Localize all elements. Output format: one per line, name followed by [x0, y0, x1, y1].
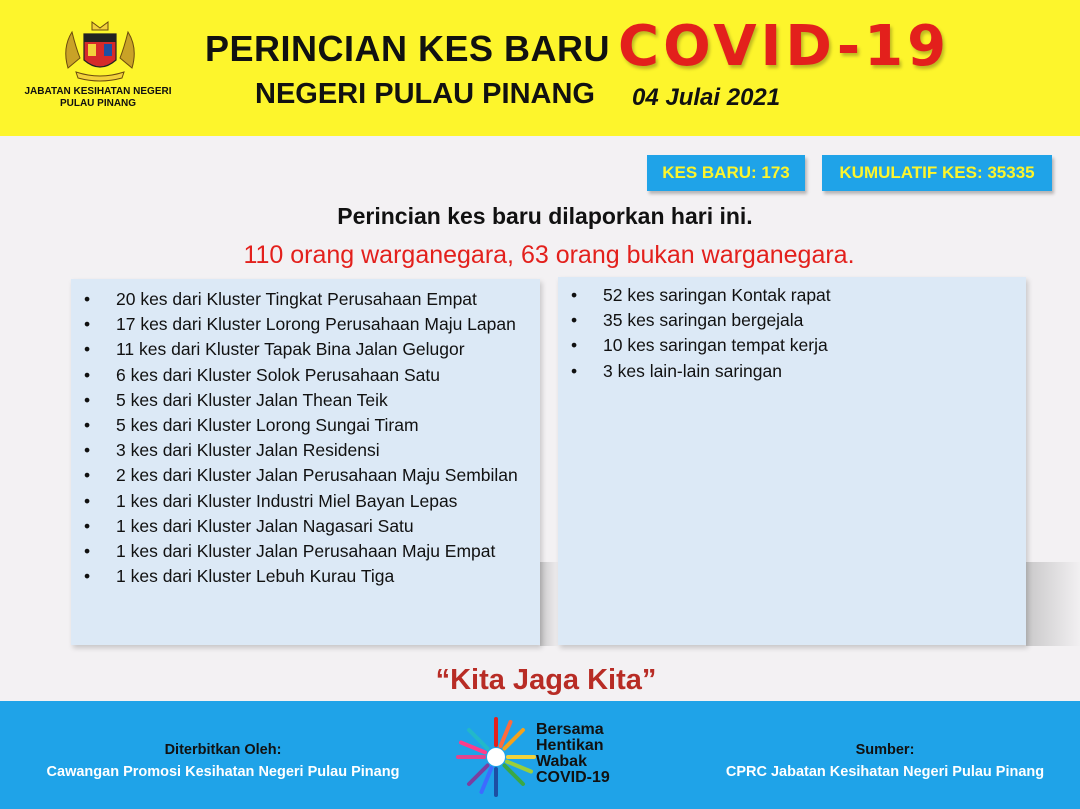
campaign-text	[536, 722, 610, 786]
cluster-list	[71, 279, 540, 589]
list-item: • 2 kes dari Kluster Jalan Perusahaan Maju Sembilan	[116, 463, 540, 488]
summary-heading: Perincian kes baru dilaporkan hari ini.	[337, 203, 753, 229]
department-name: JABATAN KESIHATAN NEGERI PULAU PINANG	[24, 86, 172, 109]
header-banner	[0, 0, 1080, 136]
list-item: • 10 kes saringan tempat kerja	[603, 333, 1026, 358]
campaign-line: COVID-19	[536, 769, 610, 786]
publisher-label: Diterbitkan Oleh:	[164, 742, 282, 758]
list-item: • 3 kes dari Kluster Jalan Residensi	[116, 438, 540, 463]
covid-campaign-flower-icon	[454, 715, 538, 799]
source-label: Sumber:	[855, 742, 915, 758]
new-cases-badge: KES BARU: 173	[647, 155, 805, 191]
campaign-line: Bersama	[536, 721, 604, 738]
covid-brand-title: COVID-19	[618, 14, 951, 79]
list-item: • 35 kes saringan bergejala	[603, 308, 1026, 333]
list-item: • 52 kes saringan Kontak rapat	[603, 283, 1026, 308]
publisher-name: Cawangan Promosi Kesihatan Negeri Pulau Pinang	[46, 764, 400, 780]
panel-shadow	[1026, 562, 1080, 646]
page-title: PERINCIAN KES BARU	[205, 28, 611, 69]
list-item: • 17 kes dari Kluster Lorong Perusahaan Maju Lapan	[116, 312, 540, 337]
list-item: • 1 kes dari Kluster Industri Miel Bayan Lepas	[116, 489, 540, 514]
list-item: • 3 kes lain-lain saringan	[603, 359, 1026, 384]
list-item: • 20 kes dari Kluster Tingkat Perusahaan Empat	[116, 287, 540, 312]
cluster-list-panel	[71, 279, 540, 645]
screening-list-panel	[558, 277, 1026, 645]
coat-of-arms-icon	[58, 18, 142, 84]
list-item: • 1 kes dari Kluster Lebuh Kurau Tiga	[116, 564, 540, 589]
citizenship-breakdown: 110 orang warganegara, 63 orang bukan warganegara.	[243, 241, 855, 269]
list-item: • 1 kes dari Kluster Jalan Nagasari Satu	[116, 514, 540, 539]
list-item: • 11 kes dari Kluster Tapak Bina Jalan Gelugor	[116, 337, 540, 362]
slogan: “Kita Jaga Kita”	[435, 664, 657, 696]
list-item: • 6 kes dari Kluster Solok Perusahaan Satu	[116, 363, 540, 388]
list-item: • 1 kes dari Kluster Jalan Perusahaan Maju Empat	[116, 539, 540, 564]
screening-list	[558, 277, 1026, 384]
list-item: • 5 kes dari Kluster Lorong Sungai Tiram	[116, 413, 540, 438]
cumulative-cases-badge: KUMULATIF KES: 35335	[822, 155, 1052, 191]
campaign-line: Wabak	[536, 753, 587, 770]
panel-shadow	[540, 562, 558, 646]
list-item: • 5 kes dari Kluster Jalan Thean Teik	[116, 388, 540, 413]
source-name: CPRC Jabatan Kesihatan Negeri Pulau Pinang	[725, 764, 1045, 780]
state-name: NEGERI PULAU PINANG	[255, 78, 595, 110]
report-date: 04 Julai 2021	[632, 84, 781, 111]
campaign-line: Hentikan	[536, 737, 604, 754]
footer-banner	[0, 701, 1080, 809]
